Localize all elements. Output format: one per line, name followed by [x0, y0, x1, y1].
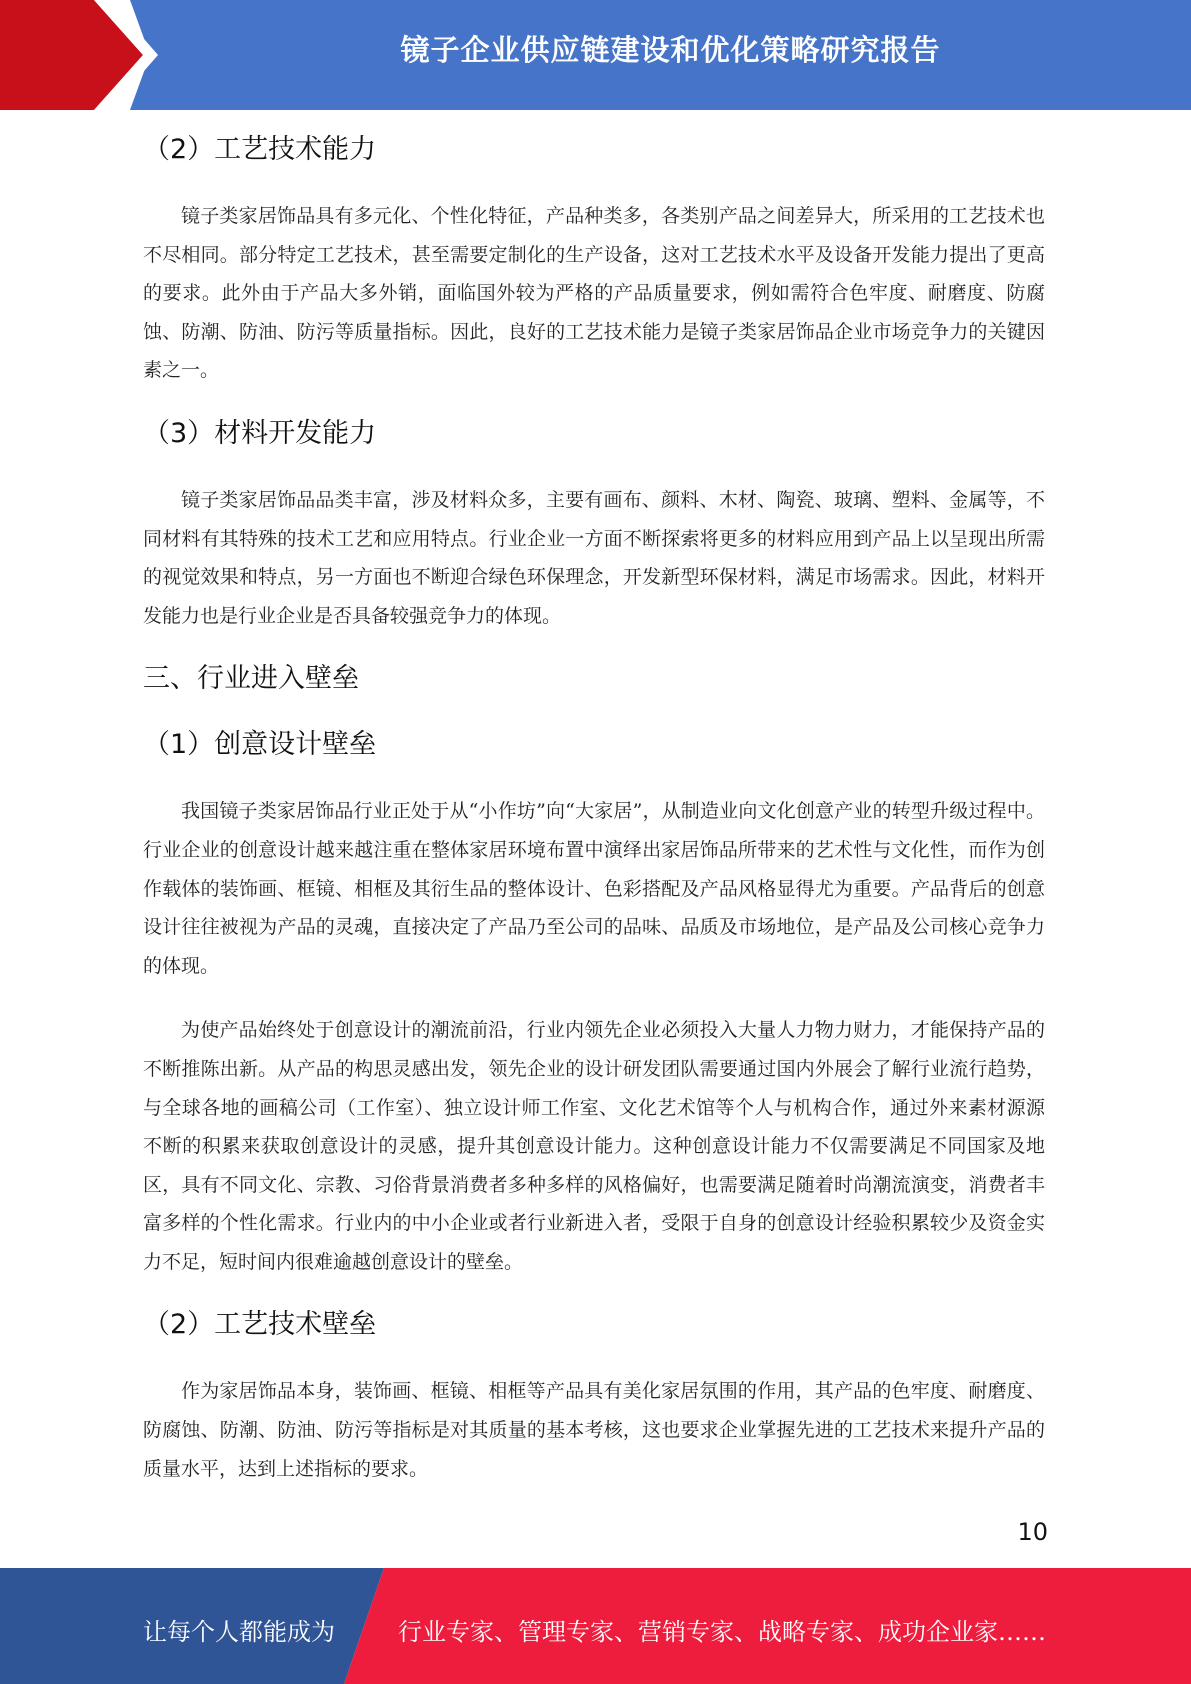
section-heading-process-capability: （2）工艺技术能力: [143, 134, 377, 165]
paragraph-material-capability: 镜子类家居饰品品类丰富，涉及材料众多，主要有画布、颜料、木材、陶瓷、玻璃、塑料、金属等，不同材料有其特殊的技术工艺和应用特点。行业企业一方面不断探索将更多的材料应用到产品上以呈现出所需的视觉效果和特点，另一方面也不断迎合绿色环保理念，开发新型环保材料，满足市场需求。因此，材料开发能力也是行业企业是否具备较强竞争力的体现。: [143, 488, 1045, 627]
chapter-heading-entry-barriers: 三、行业进入壁垒: [143, 663, 359, 695]
page-footer: [0, 1568, 1191, 1684]
page-number: 10: [1017, 1518, 1048, 1546]
section-heading-process-barrier: （2）工艺技术壁垒: [143, 1309, 377, 1341]
header-arrow-icon: [0, 0, 160, 110]
footer-slogan-left: 让每个人都能成为: [143, 1618, 335, 1646]
paragraph-design-barrier-2: 为使产品始终处于创意设计的潮流前沿，行业内领先企业必须投入大量人力物力财力，才能保持产品的不断推陈出新。从产品的构思灵感出发，领先企业的设计研发团队需要通过国内外展会了解行业流行趋势，与全球各地的画稿公司（工作室）、独立设计师工作室、文化艺术馆等个人与机构合作，通过外来素材源源不断的积累来获取创意设计的灵感，提升其创意设计能力。这种创意设计能力不仅需要满足不同国家及地区，具有不同文化、宗教、习俗背景消费者多种多样的风格偏好，也需要满足随着时尚潮流演变，消费者丰富多样的个性化需求。行业内的中小企业或者行业新进入者，受限于自身的创意设计经验积累较少及资金实力不足，短时间内很难逾越创意设计的壁垒。: [143, 1019, 1045, 1273]
section-heading-design-barrier: （1）创意设计壁垒: [143, 729, 377, 761]
report-title: 镜子企业供应链建设和优化策略研究报告: [400, 33, 941, 67]
section-heading-material-capability: （3）材料开发能力: [143, 417, 377, 449]
paragraph-design-barrier-1: 我国镜子类家居饰品行业正处于从“小作坊”向“大家居”，从制造业向文化创意产业的转型升级过程中。行业企业的创意设计越来越注重在整体家居环境布置中演绎出家居饰品所带来的艺术性与文化性，而作为创作载体的装饰画、框镜、相框及其衍生品的整体设计、色彩搭配及产品风格显得尤为重要。产品背后的创意设计往往被视为产品的灵魂，直接决定了产品乃至公司的品味、品质及市场地位，是产品及公司核心竞争力的体现。: [143, 800, 1045, 977]
footer-slogan-right: 行业专家、管理专家、营销专家、战略专家、成功企业家……: [398, 1618, 1046, 1646]
paragraph-process-barrier: 作为家居饰品本身，装饰画、框镜、相框等产品具有美化家居氛围的作用，其产品的色牢度、耐磨度、防腐蚀、防潮、防油、防污等指标是对其质量的基本考核，这也要求企业掌握先进的工艺技术来提升产品的质量水平，达到上述指标的要求。: [143, 1380, 1045, 1480]
page-header: [0, 0, 1191, 110]
document-body: [143, 128, 1045, 1488]
paragraph-process-capability: 镜子类家居饰品具有多元化、个性化特征，产品种类多，各类别产品之间差异大，所采用的工艺技术也不尽相同。部分特定工艺技术，甚至需要定制化的生产设备，这对工艺技术水平及设备开发能力提出了更高的要求。此外由于产品大多外销，面临国外较为严格的产品质量要求，例如需符合色牢度、耐磨度、防腐蚀、防潮、防油、防污等质量指标。因此，良好的工艺技术能力是镜子类家居饰品企业市场竞争力的关键因素之一。: [143, 205, 1045, 382]
